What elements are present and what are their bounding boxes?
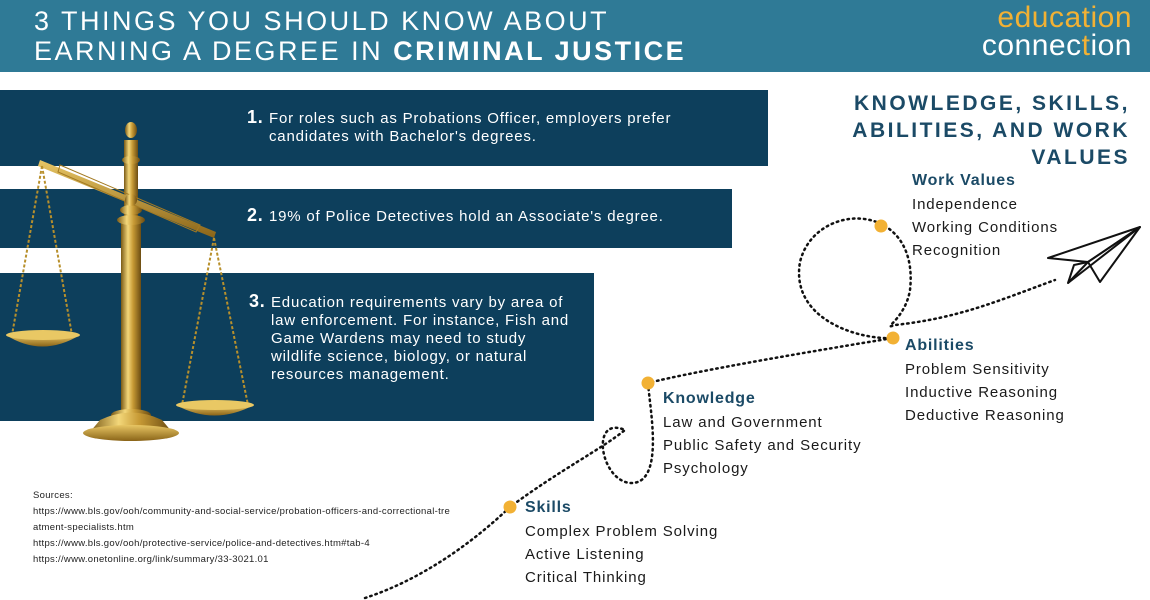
abilities-dot [887,332,900,345]
skills-item: Complex Problem Solving [525,523,719,540]
title-emphasis: CRIMINAL JUSTICE [393,36,687,66]
abilities-item: Problem Sensitivity [905,361,1050,378]
source-link-2[interactable]: https://www.bls.gov/ooh/protective-service/police-and-detectives.htm#tab-4 [33,538,370,549]
abilities-group [905,335,1065,427]
knowledge-title: Knowledge [663,390,756,407]
knowledge-item: Psychology [663,460,749,477]
logo-word-education: education [997,1,1132,34]
fact-1-text: For roles such as Probations Officer, employers prefer candidates with Bachelor's degrees. [269,110,672,145]
abilities-item: Inductive Reasoning [905,384,1059,401]
work-values-item: Independence [912,196,1018,213]
knowledge-item: Public Safety and Security [663,437,862,454]
skills-dot [504,501,517,514]
work-values-dot [875,220,888,233]
skills-item: Active Listening [525,546,645,563]
work-values-item: Working Conditions [912,219,1058,236]
fact-2-number: 2. [247,205,264,225]
ksa-heading: KNOWLEDGE, SKILLS, ABILITIES, AND WORK VALUES [852,92,1130,169]
knowledge-dot [642,377,655,390]
fact-3-number: 3. [249,291,266,311]
source-link-3[interactable]: https://www.onetonline.org/link/summary/33-3021.01 [33,554,269,565]
skills-item: Critical Thinking [525,569,647,586]
skills-title: Skills [525,499,572,516]
logo-connection-a: connec [981,29,1082,62]
knowledge-item: Law and Government [663,414,823,431]
title-line-1: 3 THINGS YOU SHOULD KNOW ABOUT [34,6,610,36]
abilities-title: Abilities [905,337,975,354]
abilities-item: Deductive Reasoning [905,407,1065,424]
knowledge-group [663,388,862,480]
work-values-group [912,170,1058,262]
source-link-1[interactable]: https://www.bls.gov/ooh/community-and-social-service/probation-officers-and-correctional-treatment-specialists.htm [33,506,451,533]
title-line-2: EARNING A DEGREE IN [34,36,394,66]
fact-2-text: 19% of Police Detectives hold an Associate's degree. [269,208,664,225]
paper-airplane-icon [1048,227,1140,283]
fact-3-text: Education requirements vary by area of law enforcement. For instance, Fish and Game Wardens may need to study wildlife science, biology, or natural resources management. [271,294,569,383]
sources-label: Sources: [33,490,73,501]
skills-group [525,497,718,589]
work-values-item: Recognition [912,242,1002,259]
fact-1-number: 1. [247,107,264,127]
logo-connection-b: ion [1090,29,1132,62]
work-values-title: Work Values [912,172,1016,189]
logo-connection-t: t [1081,29,1091,62]
